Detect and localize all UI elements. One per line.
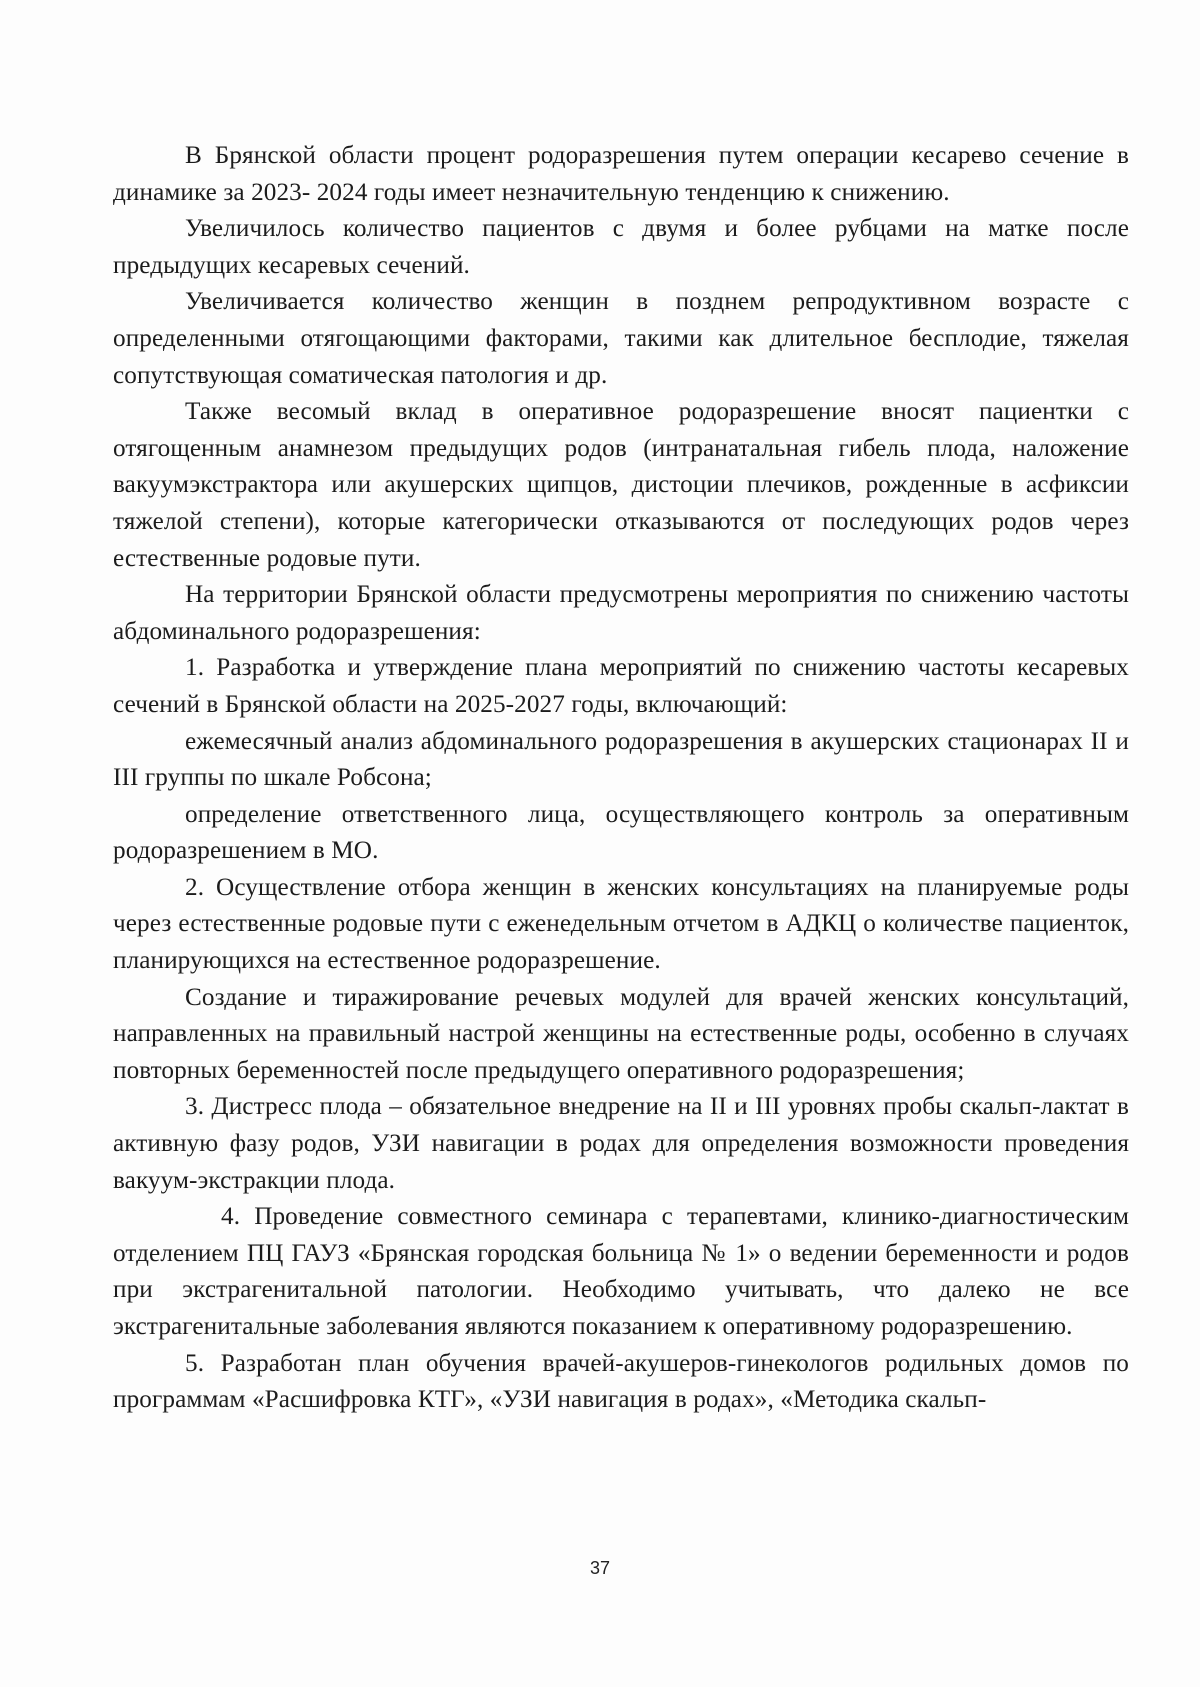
document-body: [113, 138, 1129, 1419]
paragraph-speech-modules: Создание и тиражирование речевых модулей для врачей женских консультаций, направленных на правильный настрой женщины на естественные роды, особенно в случаях повторных беременностей после предыдущего оперативного родоразрешения;: [113, 983, 1129, 1084]
paragraph-uterine-scars: Увеличилось количество пациентов с двумя и более рубцами на матке после предыдущих кесаревых сечений.: [113, 215, 1129, 279]
paragraph-measure-1: 1. Разработка и утверждение плана мероприятий по снижению частоты кесаревых сечений в Брянской области на 2025-2027 годы, включающий:: [113, 654, 1129, 718]
paragraph-late-reproductive-age: Увеличивается количество женщин в позднем репродуктивном возрасте с определенными отягощающими факторами, такими как длительное бесплодие, тяжелая сопутствующая соматическая патология и др.: [113, 288, 1129, 389]
page-number: 37: [589, 1558, 611, 1578]
paragraph-measure-3: 3. Дистресс плода – обязательное внедрение на II и III уровнях пробы скальп-лактат в активную фазу родов, УЗИ навигации в родах для определения возможности проведения вакуум-экстракции плода.: [113, 1093, 1129, 1194]
paragraph-burdened-history: Также весомый вклад в оперативное родоразрешение вносят пациентки с отягощенным анамнезом предыдущих родов (интранатальная гибель плода, наложение вакуумэкстрактора или акушерских щипцов, дистоции плечиков, рожденные в асфиксии тяжелой степени), которые категорически отказываются от последующих родов через естественные родовые пути.: [113, 398, 1129, 572]
paragraph-measure-4: 4. Проведение совместного семинара с терапевтами, клинико-диагностическим отделением ПЦ ГАУЗ «Брянская городская больница № 1» о ведении беременности и родов при экстрагенитальной патологии. Необходимо учитывать, что далеко не все экстрагенитальные заболевания являются показанием к оперативному родоразрешению.: [113, 1203, 1129, 1340]
paragraph-measure-2: 2. Осуществление отбора женщин в женских консультациях на планируемые роды через естественные родовые пути с еженедельным отчетом в АДКЦ о количестве пациенток, планирующихся на естественное родоразрешение.: [113, 873, 1129, 975]
paragraph-measures-intro: На территории Брянской области предусмотрены мероприятия по снижению частоты абдоминального родоразрешения:: [113, 581, 1129, 645]
paragraph-measure-1-monthly-analysis: ежемесячный анализ абдоминального родоразрешения в акушерских стационарах II и III группы по шкале Робсона;: [113, 727, 1129, 792]
paragraph-measure-5: 5. Разработан план обучения врачей-акушеров-гинекологов родильных домов по программам «Расшифровка КТГ», «УЗИ навигация в родах», «Методика скальп-: [113, 1349, 1129, 1414]
paragraph-measure-1-responsible-person: определение ответственного лица, осуществляющего контроль за оперативным родоразрешением в МО.: [113, 800, 1129, 865]
paragraph-cesarean-trend: В Брянской области процент родоразрешения путем операции кесарево сечение в динамике за 2023- 2024 годы имеет незначительную тенденцию к снижению.: [113, 142, 1129, 206]
